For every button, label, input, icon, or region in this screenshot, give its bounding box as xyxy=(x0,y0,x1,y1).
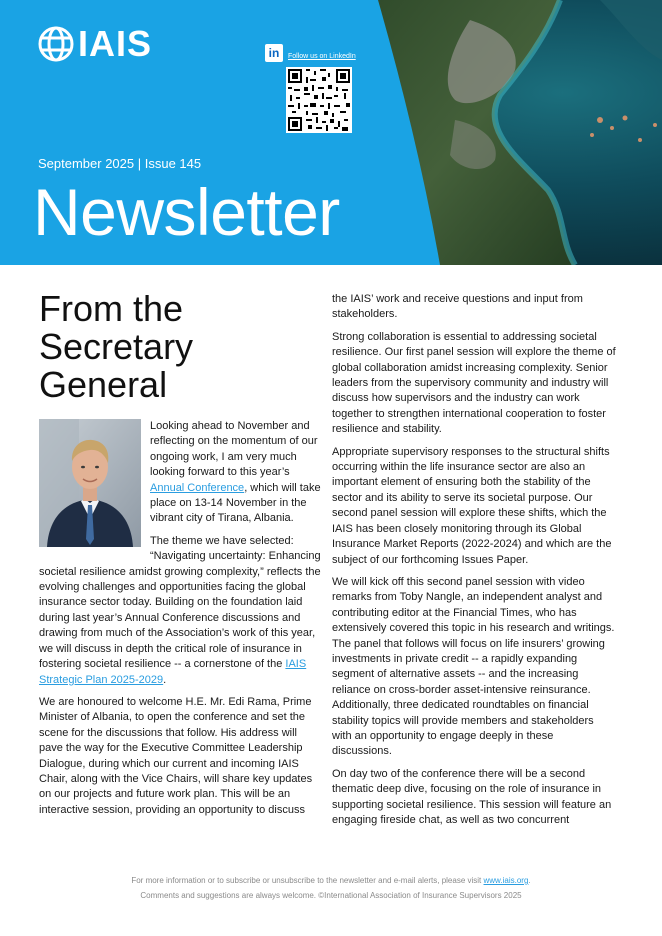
secretary-general-portrait xyxy=(39,419,141,547)
footer-text: . xyxy=(528,876,531,885)
article-paragraph: We will kick off this second panel session with video remarks from Toby Nangle, an independent analyst and contributing editor at the Financial Times, who has extensively covered this topic in his research and writings. The panel that follows will focus on life insurers’ growing investments in private credit -- a rapidly expanding segment of alternative assets -- and the increasing reliance on cross-border asset-intensive reinsurance. Additionally, three dedicated roundtables on financial stability topics will provide members and stakeholders with an opportunity to engage deeply in these discussions. xyxy=(332,575,615,758)
article-paragraph: the IAIS’ work and receive questions and input from stakeholders. xyxy=(332,293,583,321)
section-title-line: Secretary xyxy=(39,326,194,367)
article-paragraph: Strong collaboration is essential to addressing societal resilience. Our first panel session will explore the theme of global collaboration amidst increasing complexity. Senior leaders from the supervisory community and industry will discuss how supervisors and the industry can work together to strengthen international cooperation to foster resilience and stability. xyxy=(332,330,616,436)
section-title xyxy=(39,290,323,404)
linkedin-icon[interactable] xyxy=(265,44,283,62)
section-title-line: From the xyxy=(39,288,184,329)
newsletter-title: Newsletter xyxy=(33,175,340,249)
qr-code[interactable] xyxy=(286,67,352,133)
globe-icon xyxy=(38,26,74,62)
annual-conference-link[interactable]: Annual Conference xyxy=(150,481,245,494)
linkedin-glyph: in xyxy=(268,46,280,60)
article-left-column xyxy=(39,290,323,825)
copyright-line: Comments and suggestions are always welcome. ©International Association of Insurance Supervisors 2025 xyxy=(140,891,522,900)
footer-text: For more information or to subscribe or unsubscribe to the newsletter and e-mail alerts, please visit xyxy=(131,876,484,885)
strategic-plan-link[interactable]: IAIS Strategic Plan 2025-2029 xyxy=(39,658,307,686)
newsletter-header xyxy=(0,0,662,265)
iais-website-link[interactable]: www.iais.org xyxy=(483,876,529,885)
issue-line: September 2025 | Issue 145 xyxy=(38,156,202,171)
paragraph-text: . xyxy=(163,673,167,686)
iais-logo[interactable] xyxy=(38,23,153,64)
paragraph-text: , which will take place on 13-14 November in the vibrant city of Tirana, Albania. xyxy=(150,481,321,525)
paragraph-text: The theme we have selected: “Navigating uncertainty: Enhancing societal resilience amidst growing complexity,” reflects the evolving challenges and opportunities facing the global insurance sector today. Building on the foundation laid during last year’s Annual Conference discussions and drawing from much of the Association’s work of this year, we will discuss in depth the critical role of insurance in fostering societal resilience -- a cornerstone of the xyxy=(39,534,321,671)
footer-line xyxy=(0,873,662,888)
follow-linkedin-link[interactable]: Follow us on LinkedIn xyxy=(288,53,356,60)
article-paragraph: Appropriate supervisory responses to the structural shifts occurring within the life insurance sector are also an important element of ensuring both the stability of the sector and its ability to serve its societal purpose. Our second panel session will explore these shifts, which the IAIS has been closely monitoring through its Global Insurance Market Reports (2022-2024) and which are the subject of our forthcoming Issues Paper. xyxy=(332,445,612,566)
article-right-column xyxy=(332,292,616,835)
article-paragraph: We are honoured to welcome H.E. Mr. Edi Rama, Prime Minister of Albania, to open the conference and set the scene for the discussions that follow. His address will pave the way for the Executive Committee Leadership Dialogue, during which our current and incoming IAIS Chair, along with the Vice Chairs, will share key updates on our projects and future work plan. This will be an interactive session, providing an opportunity to discuss xyxy=(39,695,313,816)
section-title-line: General xyxy=(39,364,168,405)
footer xyxy=(0,873,662,903)
paragraph-text: Looking ahead to November and reflecting on the momentum of our ongoing work, I am very much looking forward to this year’s xyxy=(150,420,318,479)
article-paragraph xyxy=(39,534,323,688)
brand-name: IAIS xyxy=(78,23,153,64)
article-paragraph: On day two of the conference there will be a second thematic deep dive, focusing on the role of insurance in supporting societal resilience. This session will feature an engaging fireside chat, as well as two concurrent xyxy=(332,767,612,826)
